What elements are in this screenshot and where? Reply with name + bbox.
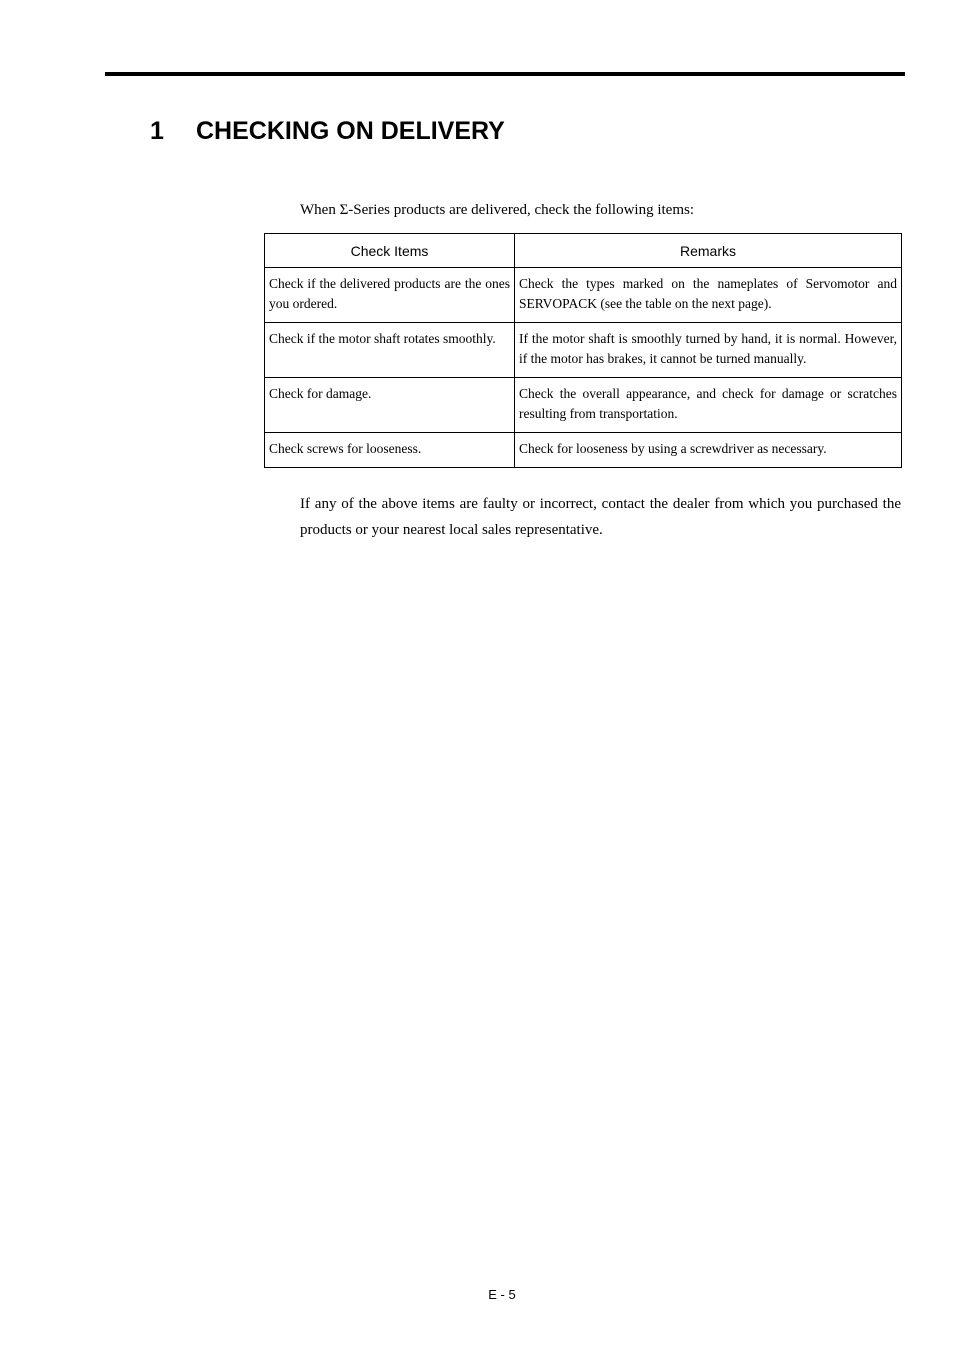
table-row: [265, 268, 902, 323]
table-row: [265, 433, 902, 468]
table-header-row: [265, 234, 902, 268]
check-item-cell: Check for damage.: [265, 378, 515, 433]
remark-cell: Check for looseness by using a screwdriver as necessary.: [515, 433, 902, 468]
intro-text: When Σ-Series products are delivered, check the following items:: [300, 202, 695, 218]
remark-cell: Check the types marked on the nameplates of Servomotor and SERVOPACK (see the table on the next page).: [515, 268, 902, 323]
header-check-items: Check Items: [265, 234, 515, 268]
section-number: 1: [150, 117, 164, 145]
table-row: [265, 378, 902, 433]
table-row: [265, 323, 902, 378]
check-item-cell: Check screws for looseness.: [265, 433, 515, 468]
check-item-cell: Check if the motor shaft rotates smoothly.: [265, 323, 515, 378]
remark-cell: Check the overall appearance, and check for damage or scratches resulting from transportation.: [515, 378, 902, 433]
closing-paragraph: If any of the above items are faulty or incorrect, contact the dealer from which you purchased the products or your nearest local sales representative.: [300, 496, 901, 538]
remark-cell: If the motor shaft is smoothly turned by hand, it is normal. However, if the motor has brakes, it cannot be turned manually.: [515, 323, 902, 378]
header-remarks: Remarks: [515, 234, 902, 268]
section-title: CHECKING ON DELIVERY: [196, 117, 505, 145]
page-number: E - 5: [488, 1287, 516, 1302]
top-rule: [105, 72, 905, 76]
check-items-table: [264, 233, 902, 468]
check-item-cell: Check if the delivered products are the ones you ordered.: [265, 268, 515, 323]
section-heading: [150, 114, 505, 148]
